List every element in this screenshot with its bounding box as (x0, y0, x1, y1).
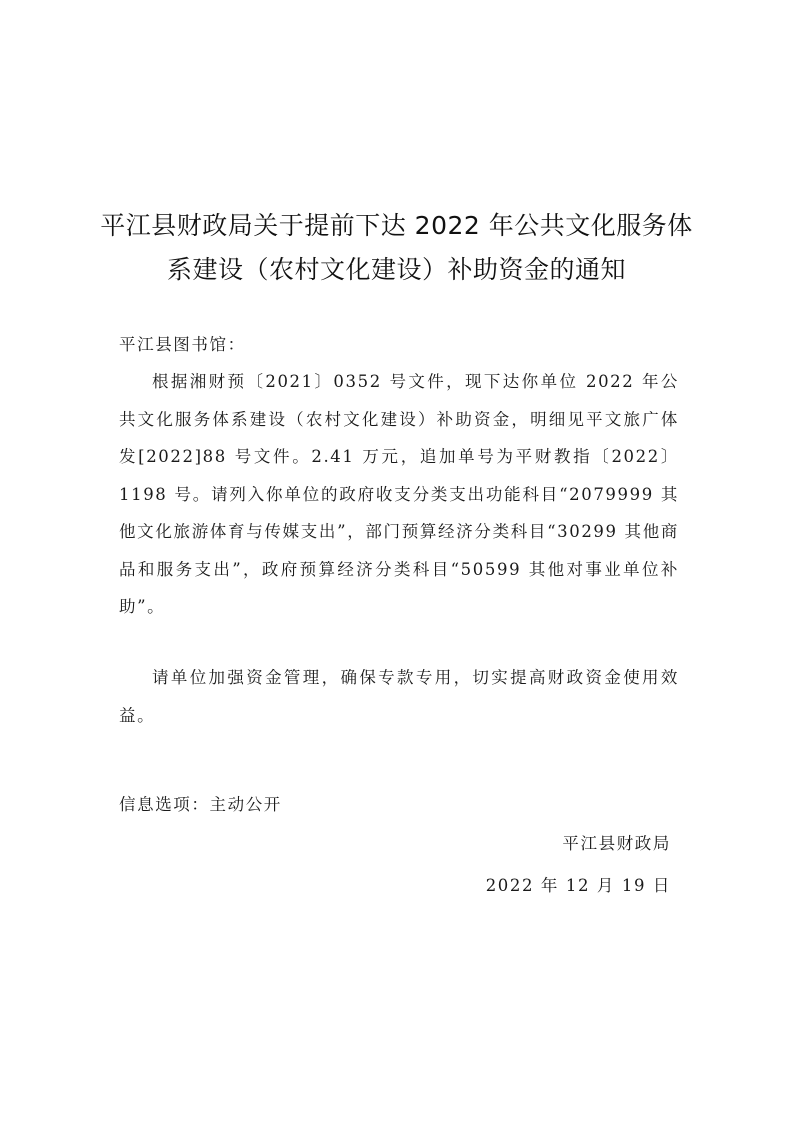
body-paragraph-1: 根据湘财预〔2021〕0352 号文件，现下达你单位 2022 年公共文化服务体系建设（农村文化建设）补助资金，明细见平文旅广体发[2022]88 号文件。2.41 万元，追加单号为平财教指〔2022〕1198 号。请列入你单位的政府收支分类支出功能科目“2079999 其他文化旅游体育与传媒支出”，部门预算经济分类科目“30299 其他商品和服务支出”，政府预算经济分类科目“50599 其他对事业单位补助”。 (119, 372, 679, 616)
document-title-line-1: 平江县财政局关于提前下达 2022 年公共文化服务体 (100, 211, 693, 240)
salutation: 平江县图书馆： (119, 335, 246, 354)
body-paragraph-2: 请单位加强资金管理，确保专款专用，切实提高财政资金使用效益。 (119, 668, 679, 725)
signer: 平江县财政局 (562, 834, 671, 853)
info-option: 信息选项：主动公开 (119, 795, 282, 814)
issue-date: 2022 年 12 月 19 日 (485, 876, 671, 895)
document-title-line-2: 系建设（农村文化建设）补助资金的通知 (166, 255, 626, 284)
